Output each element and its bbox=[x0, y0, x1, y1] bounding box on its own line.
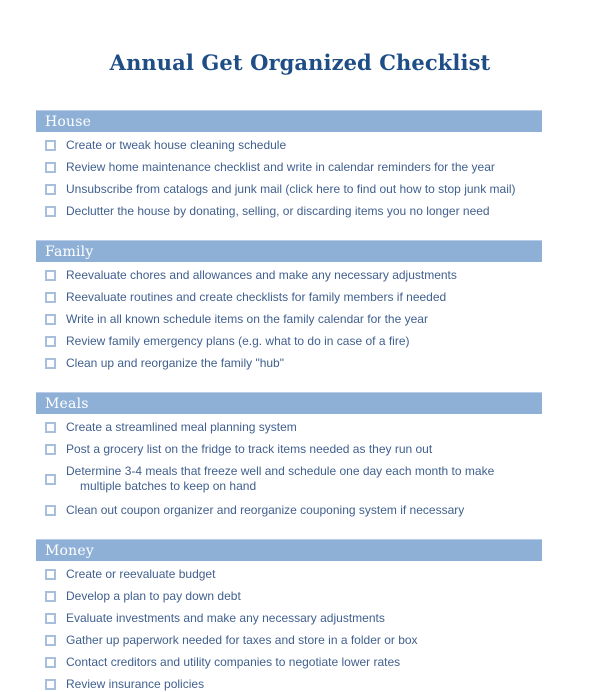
checklist-section bbox=[0, 539, 600, 692]
checklist-item[interactable] bbox=[0, 334, 600, 349]
checklist-item[interactable] bbox=[0, 567, 600, 582]
checklist-item-text: Create or reevaluate budget bbox=[66, 567, 216, 581]
checklist-item-label bbox=[66, 312, 428, 327]
checklist-item-label bbox=[66, 611, 385, 626]
checklist-item-label bbox=[66, 204, 490, 219]
section-item-list bbox=[0, 262, 600, 371]
checklist-item[interactable] bbox=[0, 160, 600, 175]
checklist-item-text-continuation: multiple batches to keep on hand bbox=[80, 479, 257, 493]
section-header-label: Meals bbox=[45, 395, 89, 412]
checklist-item-label bbox=[66, 334, 410, 349]
checkbox-icon[interactable] bbox=[45, 184, 56, 195]
checklist-item-text: Unsubscribe from catalogs and junk mail (click here to find out how to stop junk mail) bbox=[66, 182, 516, 196]
checklist-item-text: Evaluate investments and make any necessary adjustments bbox=[66, 611, 385, 625]
checklist-item[interactable] bbox=[0, 589, 600, 604]
checkbox-icon[interactable] bbox=[45, 314, 56, 325]
section-item-list bbox=[0, 561, 600, 692]
checklist-item[interactable] bbox=[0, 655, 600, 670]
page-title: Annual Get Organized Checklist bbox=[109, 50, 491, 75]
checklist-item[interactable] bbox=[0, 268, 600, 283]
checklist-item-text: Review home maintenance checklist and write in calendar reminders for the year bbox=[66, 160, 495, 174]
checkbox-icon[interactable] bbox=[45, 292, 56, 303]
checklist-item-label bbox=[66, 503, 464, 518]
checklist-item-text: Review family emergency plans (e.g. what to do in case of a fire) bbox=[66, 334, 410, 348]
checklist-sections bbox=[0, 110, 600, 692]
checkbox-icon[interactable] bbox=[45, 591, 56, 602]
section-item-list bbox=[0, 132, 600, 219]
checklist-item-text: Clean up and reorganize the family "hub" bbox=[66, 356, 284, 370]
checkbox-icon[interactable] bbox=[45, 358, 56, 369]
checklist-item[interactable] bbox=[0, 503, 600, 518]
checklist-item[interactable] bbox=[0, 611, 600, 626]
checklist-item-label bbox=[66, 268, 457, 283]
section-header-money bbox=[36, 539, 542, 561]
checklist-item-text: Develop a plan to pay down debt bbox=[66, 589, 241, 603]
checkbox-icon[interactable] bbox=[45, 474, 56, 485]
checkbox-icon[interactable] bbox=[45, 162, 56, 173]
checklist-item-text: Gather up paperwork needed for taxes and store in a folder or box bbox=[66, 633, 418, 647]
checklist-item-text: Determine 3-4 meals that freeze well and schedule one day each month to make bbox=[66, 464, 495, 478]
checklist-section bbox=[0, 240, 600, 371]
checkbox-icon[interactable] bbox=[45, 140, 56, 151]
checklist-item-text: Reevaluate routines and create checklists for family members if needed bbox=[66, 290, 447, 304]
checklist-item-text: Review insurance policies bbox=[66, 677, 205, 691]
checkbox-icon[interactable] bbox=[45, 422, 56, 433]
checklist-item-text: Clean out coupon organizer and reorganize couponing system if necessary bbox=[66, 503, 465, 517]
checkbox-icon[interactable] bbox=[45, 270, 56, 281]
checklist-item-label bbox=[66, 633, 418, 648]
checklist-item-text: Post a grocery list on the fridge to track items needed as they run out bbox=[66, 442, 433, 456]
section-header-label: Family bbox=[45, 243, 94, 260]
checklist-item-text: Write in all known schedule items on the family calendar for the year bbox=[66, 312, 428, 326]
section-header-label: Money bbox=[45, 542, 94, 559]
checklist-item[interactable] bbox=[0, 420, 600, 435]
checkbox-icon[interactable] bbox=[45, 444, 56, 455]
checklist-item[interactable] bbox=[0, 290, 600, 305]
checklist-section bbox=[0, 110, 600, 219]
checklist-item-text: Declutter the house by donating, selling, or discarding items you no longer need bbox=[66, 204, 490, 218]
checkbox-icon[interactable] bbox=[45, 336, 56, 347]
section-item-list bbox=[0, 414, 600, 518]
checklist-item[interactable] bbox=[0, 442, 600, 457]
checklist-item[interactable] bbox=[0, 138, 600, 153]
checklist-item-label bbox=[66, 655, 400, 670]
checkbox-icon[interactable] bbox=[45, 613, 56, 624]
checklist-item[interactable] bbox=[0, 312, 600, 327]
checklist-item-label bbox=[66, 567, 215, 582]
checkbox-icon[interactable] bbox=[45, 505, 56, 516]
checklist-item-label bbox=[66, 290, 446, 305]
checklist-item-label bbox=[66, 442, 432, 457]
checklist-item-label bbox=[66, 464, 494, 494]
checkbox-icon[interactable] bbox=[45, 206, 56, 217]
checkbox-icon[interactable] bbox=[45, 569, 56, 580]
checklist-item-label bbox=[66, 420, 297, 435]
checklist-item-text: Create a streamlined meal planning system bbox=[66, 420, 297, 434]
checklist-item-text: Create or tweak house cleaning schedule bbox=[66, 138, 287, 152]
checklist-item-label bbox=[66, 182, 516, 197]
section-header-label: House bbox=[45, 113, 92, 130]
checkbox-icon[interactable] bbox=[45, 635, 56, 646]
checklist-item[interactable] bbox=[0, 633, 600, 648]
checklist-item-label bbox=[66, 589, 241, 604]
checklist-item-label bbox=[66, 160, 495, 175]
section-header-meals bbox=[36, 392, 542, 414]
checklist-item-label bbox=[66, 356, 284, 371]
section-header-family bbox=[36, 240, 542, 262]
checkbox-icon[interactable] bbox=[45, 657, 56, 668]
checklist-item[interactable] bbox=[0, 182, 600, 197]
checklist-item[interactable] bbox=[0, 464, 600, 494]
checklist-item[interactable] bbox=[0, 204, 600, 219]
section-header-house bbox=[36, 110, 542, 132]
checklist-item-label bbox=[66, 138, 286, 153]
checklist-item-text: Contact creditors and utility companies to negotiate lower rates bbox=[66, 655, 401, 669]
checklist-item-text: Reevaluate chores and allowances and make any necessary adjustments bbox=[66, 268, 457, 282]
checklist-item[interactable] bbox=[0, 356, 600, 371]
checklist-section bbox=[0, 392, 600, 518]
